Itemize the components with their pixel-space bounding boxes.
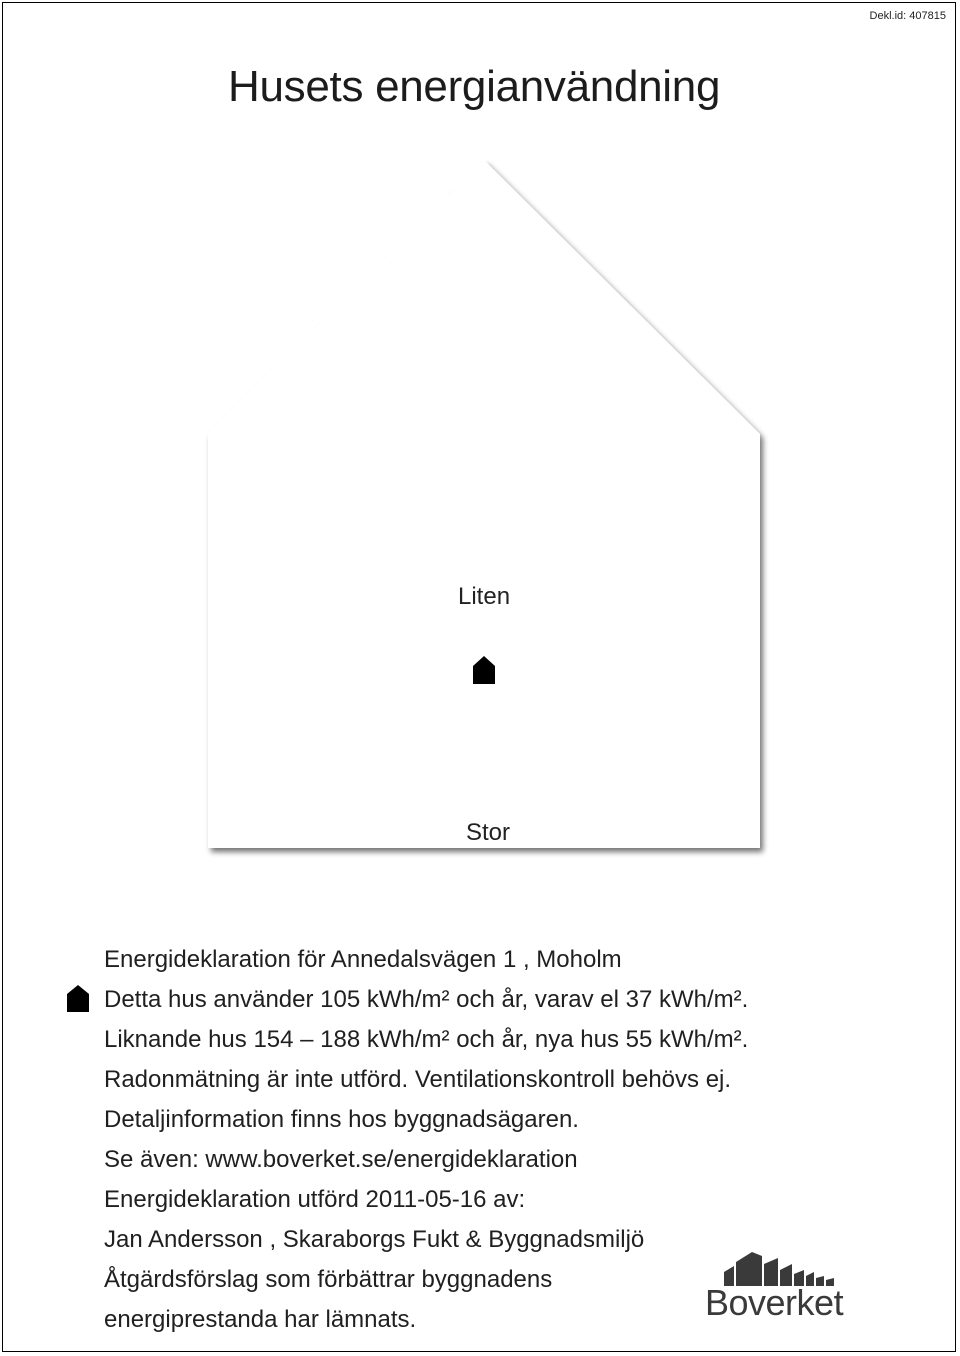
- scale-label-small: Liten: [458, 583, 511, 610]
- boverket-logo-text: Boverket: [705, 1282, 844, 1323]
- house-marker-icon: [66, 985, 90, 1012]
- declaration-info: [104, 940, 748, 1340]
- info-line-suggestions: Åtgärdsförslag som förbättrar byggnadens: [104, 1266, 553, 1293]
- scale-label-large: Stor: [466, 819, 511, 846]
- info-line-expert: Jan Andersson , Skaraborgs Fukt & Byggnadsmiljö: [104, 1226, 645, 1253]
- page-title: Husets energianvändning: [228, 62, 721, 111]
- info-line-suggestions-cont: energiprestanda har lämnats.: [104, 1306, 417, 1333]
- info-line-address: Energideklaration för Annedalsvägen 1 , Moholm: [104, 946, 622, 973]
- house-marker-icon: [472, 656, 496, 684]
- info-line-radon: Radonmätning är inte utförd. Ventilationskontroll behövs ej.: [104, 1066, 732, 1093]
- info-line-usage: Detta hus använder 105 kWh/m² och år, varav el 37 kWh/m².: [104, 986, 749, 1013]
- info-line-details: Detaljinformation finns hos byggnadsägaren.: [104, 1106, 579, 1133]
- info-line-comparison: Liknande hus 154 – 188 kWh/m² och år, nya hus 55 kWh/m².: [104, 1026, 749, 1053]
- info-line-website: Se även: www.boverket.se/energideklaration: [104, 1146, 578, 1173]
- declaration-id: Dekl.id: 407815: [869, 10, 946, 22]
- info-line-date: Energideklaration utförd 2011-05-16 av:: [104, 1186, 526, 1213]
